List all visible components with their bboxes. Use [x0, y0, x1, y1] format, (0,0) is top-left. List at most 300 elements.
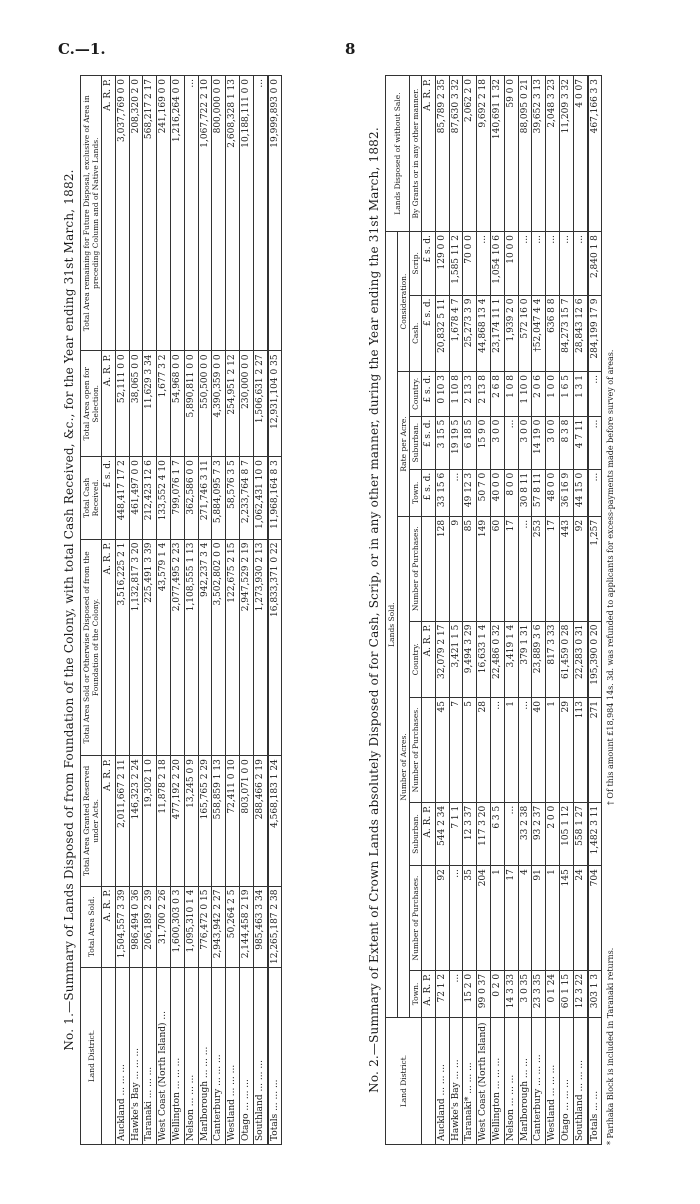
value-cell: 7 1 1: [449, 802, 463, 865]
value-cell: 48 0 0: [546, 469, 560, 516]
value-cell: ...: [573, 232, 587, 295]
value-cell: ...: [532, 232, 546, 295]
table2-footnotes: [606, 75, 615, 1145]
value-cell: ...: [504, 802, 518, 865]
value-cell: 1,095,310 1 4: [184, 886, 198, 967]
value-cell: 800,000 0 0: [212, 76, 226, 351]
value-cell: 568,217 2 17: [143, 76, 157, 351]
footnote: * Parihaka Block is included in Taranaki returns.: [606, 947, 616, 1145]
value-cell: 558,859 1 13: [212, 756, 226, 886]
table2-group-acres: Number of Acres.: [398, 516, 410, 1017]
table1-header-row: [81, 76, 102, 1145]
value-cell: 70 0 0: [463, 232, 477, 295]
table1-header-cell: Land District.: [81, 968, 102, 1145]
value-cell: 284,199 17 9: [588, 295, 602, 371]
table2-header-cell: Number of Purchases.: [410, 866, 422, 971]
value-cell: 44,868 13 4: [477, 295, 491, 371]
value-cell: 60: [490, 516, 504, 621]
value-cell: 2,062 2 0: [463, 76, 477, 232]
value-cell: £ s. d.: [102, 457, 116, 539]
table-row: [170, 76, 184, 1145]
value-cell: 49 12 3: [463, 469, 477, 516]
value-cell: 0 1 24: [546, 970, 560, 1017]
value-cell: 3,516,225 2 1: [115, 539, 129, 756]
value-cell: 6 3 5: [490, 802, 504, 865]
value-cell: 45: [435, 698, 449, 803]
value-cell: 19 19 5: [449, 416, 463, 469]
district-cell: Taranaki* ... ... ...: [463, 1018, 477, 1145]
table-row: [532, 76, 546, 1145]
value-cell: 271: [588, 698, 602, 803]
value-cell: 1,600,303 0 3: [170, 886, 184, 967]
value-cell: 19,999,893 0 0: [268, 76, 282, 351]
table2-block: [367, 75, 637, 1145]
value-cell: 2 13 3: [463, 372, 477, 417]
value-cell: 145: [559, 866, 573, 971]
table-row: [573, 76, 587, 1145]
value-cell: 1: [546, 698, 560, 803]
value-cell: 32,079 2 17: [435, 621, 449, 697]
district-cell: Canterbury ... ... ...: [212, 968, 226, 1145]
value-cell: ...: [588, 416, 602, 469]
value-cell: 105 1 12: [559, 802, 573, 865]
value-cell: 208,320 2 0: [129, 76, 143, 351]
value-cell: 2,144,458 2 19: [239, 886, 253, 967]
value-cell: 28: [477, 698, 491, 803]
value-cell: 4,568,183 1 24: [268, 756, 282, 886]
value-cell: 379 1 31: [518, 621, 532, 697]
value-cell: 1,067,722 2 10: [198, 76, 212, 351]
value-cell: 1,132,817 3 20: [129, 539, 143, 756]
table2-header-cell: Suburban.: [410, 416, 422, 469]
value-cell: [422, 866, 436, 971]
district-cell: Nelson ... ... ...: [504, 1018, 518, 1145]
table1-header-cell: Total Area open for Selection.: [81, 351, 102, 457]
value-cell: 60 1 15: [559, 970, 573, 1017]
value-cell: 133,552 4 10: [157, 457, 171, 539]
value-cell: 3 15 5: [435, 416, 449, 469]
district-cell: Totals ... ... ...: [268, 968, 282, 1145]
value-cell: 149: [477, 516, 491, 621]
table-row: [504, 76, 518, 1145]
value-cell: A. R. P.: [102, 351, 116, 457]
value-cell: 54,968 0 0: [170, 351, 184, 457]
value-cell: [422, 698, 436, 803]
value-cell: 1,108,555 1 13: [184, 539, 198, 756]
value-cell: A. R. P.: [102, 76, 116, 351]
value-cell: 5: [463, 698, 477, 803]
value-cell: 550,500 0 0: [198, 351, 212, 457]
value-cell: 1 6 5: [559, 372, 573, 417]
value-cell: 128: [435, 516, 449, 621]
table1-header-cell: Total Cash Received.: [81, 457, 102, 539]
district-cell: Southland ... ... ...: [573, 1018, 587, 1145]
value-cell: 122,675 2 15: [226, 539, 240, 756]
value-cell: 16,833,371 0 22: [268, 539, 282, 756]
district-cell: Otago ... ... ...: [559, 1018, 573, 1145]
value-cell: 12 3 22: [573, 970, 587, 1017]
value-cell: A. R. P.: [102, 756, 116, 886]
value-cell: 3 0 0: [490, 416, 504, 469]
value-cell: 17: [546, 516, 560, 621]
district-cell: [102, 968, 116, 1145]
value-cell: 303 1 3: [588, 970, 602, 1017]
value-cell: 12,931,104 0 35: [268, 351, 282, 457]
value-cell: 1,273,930 2 13: [253, 539, 267, 756]
value-cell: 3 0 35: [518, 970, 532, 1017]
district-cell: Auckland ... ... ...: [435, 1018, 449, 1145]
table1-header-cell: Total Area Sold or Otherwise Disposed of from the Foundation of the Colony.: [81, 539, 102, 756]
value-cell: 1,482 3 11: [588, 802, 602, 865]
value-cell: 44 15 0: [573, 469, 587, 516]
value-cell: ...: [588, 469, 602, 516]
value-cell: 33 2 38: [518, 802, 532, 865]
value-cell: 461,497 0 0: [129, 457, 143, 539]
district-cell: Marlborough ... ...: [518, 1018, 532, 1145]
value-cell: 0 2 0: [490, 970, 504, 1017]
value-cell: 817 3 33: [546, 621, 560, 697]
district-cell: Wellington ... ... ...: [170, 968, 184, 1145]
value-cell: 36 16 9: [559, 469, 573, 516]
table2-header-cell: Scrip.: [410, 232, 422, 295]
value-cell: 271,746 3 11: [198, 457, 212, 539]
value-cell: 31,700 2 26: [157, 886, 171, 967]
value-cell: ...: [449, 970, 463, 1017]
value-cell: ...: [449, 866, 463, 971]
value-cell: 92: [435, 866, 449, 971]
table-row: [226, 76, 240, 1145]
value-cell: 1 0 8: [504, 372, 518, 417]
value-cell: 230,000 0 0: [239, 351, 253, 457]
value-cell: 24: [573, 866, 587, 971]
value-cell: 88,095 0 21: [518, 76, 532, 232]
value-cell: 704: [588, 866, 602, 971]
value-cell: 7: [449, 698, 463, 803]
value-cell: A. R. P.: [102, 539, 116, 756]
value-cell: ...: [559, 232, 573, 295]
table-row: [435, 76, 449, 1145]
value-cell: 11,209 3 32: [559, 76, 573, 232]
table2-header-cell: Number of Purchases.: [410, 698, 422, 803]
value-cell: ...: [184, 76, 198, 351]
value-cell: £ s. d.: [422, 416, 436, 469]
value-cell: 61,459 0 28: [559, 621, 573, 697]
district-cell: Wellington ... ... ...: [490, 1018, 504, 1145]
table1-block: [62, 75, 324, 1145]
value-cell: 4 0 07: [573, 76, 587, 232]
value-cell: 9,494 3 29: [463, 621, 477, 697]
value-cell: 3 0 0: [546, 416, 560, 469]
totals-row: [588, 76, 602, 1145]
value-cell: 8 3 8: [559, 416, 573, 469]
value-cell: 2 6 8: [490, 372, 504, 417]
table-row: [184, 76, 198, 1145]
value-cell: 11,968,164 8 3: [268, 457, 282, 539]
value-cell: 30 8 11: [518, 469, 532, 516]
district-cell: Auckland ... ... ...: [115, 968, 129, 1145]
value-cell: 241,169 0 0: [157, 76, 171, 351]
value-cell: [422, 516, 436, 621]
value-cell: 986,494 0 36: [129, 886, 143, 967]
value-cell: 1 10 0: [518, 372, 532, 417]
value-cell: 288,466 2 19: [253, 756, 267, 886]
table2-group-row: [386, 76, 398, 1145]
table2-header-cell: Number of Purchases.: [410, 516, 422, 621]
value-cell: ...: [588, 372, 602, 417]
district-cell: Westland ... ... ...: [226, 968, 240, 1145]
district-cell: Hawke's Bay ... ... ...: [129, 968, 143, 1145]
value-cell: 10,188,111 0 0: [239, 76, 253, 351]
value-cell: 11,629 3 34: [143, 351, 157, 457]
value-cell: 19,302 1 0: [143, 756, 157, 886]
table2-header-cell: Land District.: [386, 1018, 422, 1145]
value-cell: 2,947,529 2 19: [239, 539, 253, 756]
table1-body: [102, 76, 282, 1145]
table-row: [477, 76, 491, 1145]
value-cell: 0 10 3: [435, 372, 449, 417]
value-cell: 2,011,667 2 11: [115, 756, 129, 886]
table-row: [546, 76, 560, 1145]
value-cell: 50 7 0: [477, 469, 491, 516]
table1-header-cell: Total Area remaining for Future Disposal, exclusive of Area in preceding Column and of Native Lands.: [81, 76, 102, 351]
value-cell: 29: [559, 698, 573, 803]
value-cell: ...: [518, 698, 532, 803]
value-cell: 129 0 0: [435, 232, 449, 295]
value-cell: 776,472 0 15: [198, 886, 212, 967]
table-row: [463, 76, 477, 1145]
value-cell: £ s. d.: [422, 295, 436, 371]
value-cell: 206,189 2 39: [143, 886, 157, 967]
value-cell: £ s. d.: [422, 372, 436, 417]
value-cell: 1 0 0: [546, 372, 560, 417]
table-row: [559, 76, 573, 1145]
value-cell: 985,463 3 34: [253, 886, 267, 967]
value-cell: 40 0 0: [490, 469, 504, 516]
value-cell: 6 18 5: [463, 416, 477, 469]
value-cell: 942,237 3 4: [198, 539, 212, 756]
value-cell: 140,691 1 32: [490, 76, 504, 232]
value-cell: 803,071 0 0: [239, 756, 253, 886]
value-cell: 13,245 0 9: [184, 756, 198, 886]
value-cell: 14 3 33: [504, 970, 518, 1017]
table2-header-cell: Town.: [410, 469, 422, 516]
value-cell: 12,265,187 2 38: [268, 886, 282, 967]
value-cell: A. R. P.: [422, 76, 436, 232]
value-cell: 35: [463, 866, 477, 971]
table2-header-cell: Country.: [410, 372, 422, 417]
value-cell: 636 8 8: [546, 295, 560, 371]
table-row: [253, 76, 267, 1145]
value-cell: 10 0 0: [504, 232, 518, 295]
value-cell: £ s. d.: [422, 232, 436, 295]
table-row: [198, 76, 212, 1145]
value-cell: 146,323 2 24: [129, 756, 143, 886]
value-cell: 16,633 1 4: [477, 621, 491, 697]
table1-header-cell: Total Area Sold.: [81, 886, 102, 967]
table-row: [518, 76, 532, 1145]
value-cell: 17: [504, 866, 518, 971]
table-row: [212, 76, 226, 1145]
value-cell: 12 3 37: [463, 802, 477, 865]
table2-header-row: [410, 76, 422, 1145]
value-cell: 572 16 0: [518, 295, 532, 371]
value-cell: 5,890,811 0 0: [184, 351, 198, 457]
value-cell: 3,421 1 5: [449, 621, 463, 697]
value-cell: 2,840 1 8: [588, 232, 602, 295]
value-cell: 1,216,264 0 0: [170, 76, 184, 351]
value-cell: 23 3 35: [532, 970, 546, 1017]
value-cell: 113: [573, 698, 587, 803]
table-row: [490, 76, 504, 1145]
value-cell: 212,423 12 6: [143, 457, 157, 539]
value-cell: ...: [518, 232, 532, 295]
value-cell: 4,390,359 0 0: [212, 351, 226, 457]
table-row: [157, 76, 171, 1145]
value-cell: 3,419 1 4: [504, 621, 518, 697]
district-cell: West Coast (North Island) ...: [157, 968, 171, 1145]
value-cell: 3,037,769 0 0: [115, 76, 129, 351]
value-cell: 17: [504, 516, 518, 621]
value-cell: 165,765 2 29: [198, 756, 212, 886]
value-cell: 50,264 2 5: [226, 886, 240, 967]
value-cell: 8 0 0: [504, 469, 518, 516]
district-cell: [422, 1018, 436, 1145]
value-cell: 22,283 0 31: [573, 621, 587, 697]
value-cell: 15 9 0: [477, 416, 491, 469]
value-cell: 1,678 4 7: [449, 295, 463, 371]
value-cell: 1: [546, 866, 560, 971]
value-cell: ...: [546, 232, 560, 295]
district-cell: Taranaki ... ... ...: [143, 968, 157, 1145]
value-cell: 467,166 3 3: [588, 76, 602, 232]
value-cell: 99 0 37: [477, 970, 491, 1017]
value-cell: A. R. P.: [422, 621, 436, 697]
value-cell: A. R. P.: [422, 802, 436, 865]
table2-body: [422, 76, 602, 1145]
value-cell: 58,576 3 5: [226, 457, 240, 539]
value-cell: 4: [518, 866, 532, 971]
table2-group-rate: Rate per Acre.: [398, 372, 410, 517]
value-cell: 72 1 2: [435, 970, 449, 1017]
value-cell: ...: [518, 516, 532, 621]
value-cell: ...: [449, 469, 463, 516]
value-cell: £ s. d.: [422, 469, 436, 516]
value-cell: A. R. P.: [102, 886, 116, 967]
value-cell: 2,233,764 8 7: [239, 457, 253, 539]
value-cell: 195,390 0 20: [588, 621, 602, 697]
value-cell: 2,943,942 2 27: [212, 886, 226, 967]
table1: [80, 75, 282, 1145]
value-cell: 1,677 3 2: [157, 351, 171, 457]
district-cell: Canterbury ... ... ...: [532, 1018, 546, 1145]
value-cell: 38,065 0 0: [129, 351, 143, 457]
table2-group-consideration: Consideration.: [398, 232, 410, 372]
footnote: † Of this amount £18,984 14s. 3d. was refunded to applicants for excess-payments made before survey of areas.: [606, 349, 616, 806]
value-cell: 87,630 3 32: [449, 76, 463, 232]
value-cell: 799,076 1 7: [170, 457, 184, 539]
value-cell: 92: [573, 516, 587, 621]
value-cell: 9,692 2 18: [477, 76, 491, 232]
value-cell: 1,257: [588, 516, 602, 621]
value-cell: 362,586 0 0: [184, 457, 198, 539]
value-cell: 23,174 11 1: [490, 295, 504, 371]
value-cell: 59 0 0: [504, 76, 518, 232]
value-cell: 1: [490, 866, 504, 971]
value-cell: 477,192 2 20: [170, 756, 184, 886]
district-cell: Totals ... ...: [588, 1018, 602, 1145]
table-row: [449, 76, 463, 1145]
value-cell: 20,832 5 11: [435, 295, 449, 371]
value-cell: 253: [532, 516, 546, 621]
value-cell: †52,047 4 4: [532, 295, 546, 371]
value-cell: 40: [532, 698, 546, 803]
value-cell: 91: [532, 866, 546, 971]
value-cell: 558 1 27: [573, 802, 587, 865]
value-cell: 1,585 11 2: [449, 232, 463, 295]
value-cell: 1,504,557 3 39: [115, 886, 129, 967]
value-cell: 11,878 2 18: [157, 756, 171, 886]
value-cell: 1,506,631 2 27: [253, 351, 267, 457]
table2-header-cell: By Grants or in any other manner.: [410, 76, 422, 232]
page-header-left: C.—1.: [58, 40, 106, 58]
value-cell: 85: [463, 516, 477, 621]
table-row: [115, 76, 129, 1145]
table2-header-cell: Town.: [410, 970, 422, 1017]
units-row: [102, 76, 116, 1145]
value-cell: 117 3 20: [477, 802, 491, 865]
value-cell: ...: [477, 232, 491, 295]
value-cell: 1 3 1: [573, 372, 587, 417]
value-cell: 4 7 11: [573, 416, 587, 469]
value-cell: 448,417 17 2: [115, 457, 129, 539]
table2-group-without-sale: Lands Disposed of without Sale.: [386, 76, 410, 232]
district-cell: Westland ... ... ...: [546, 1018, 560, 1145]
value-cell: 1,054 10 6: [490, 232, 504, 295]
table2-header-cell: Suburban.: [410, 802, 422, 865]
value-cell: 3 0 0: [518, 416, 532, 469]
table-row: [129, 76, 143, 1145]
value-cell: 1: [504, 698, 518, 803]
table1-title: No. 1.—Summary of Lands Disposed of from Foundation of the Colony, with total Cash Received, &c., for the Year ending 31st March, 1882.: [62, 169, 76, 1051]
value-cell: 33 15 6: [435, 469, 449, 516]
value-cell: 5,884,095 7 3: [212, 457, 226, 539]
table2-group-sold: Lands Sold.: [386, 232, 398, 1018]
value-cell: 2 0 0: [546, 802, 560, 865]
totals-row: [268, 76, 282, 1145]
table2: [385, 75, 602, 1145]
value-cell: 23,889 3 6: [532, 621, 546, 697]
table-row: [239, 76, 253, 1145]
value-cell: 2,048 3 23: [546, 76, 560, 232]
value-cell: 43,579 1 4: [157, 539, 171, 756]
table2-header-cell: Cash.: [410, 295, 422, 371]
value-cell: 39,652 3 13: [532, 76, 546, 232]
value-cell: 15 2 0: [463, 970, 477, 1017]
value-cell: 443: [559, 516, 573, 621]
value-cell: ...: [253, 76, 267, 351]
district-cell: Otago ... ... ...: [239, 968, 253, 1145]
value-cell: 93 2 37: [532, 802, 546, 865]
page-number: 8: [345, 40, 356, 58]
district-cell: Marlborough ... ... ...: [198, 968, 212, 1145]
value-cell: 14 19 0: [532, 416, 546, 469]
value-cell: ...: [504, 416, 518, 469]
value-cell: A. R. P.: [422, 970, 436, 1017]
value-cell: 25,273 3 9: [463, 295, 477, 371]
district-cell: Nelson ... ... ...: [184, 968, 198, 1145]
value-cell: 1,939 2 0: [504, 295, 518, 371]
value-cell: 52,111 0 0: [115, 351, 129, 457]
